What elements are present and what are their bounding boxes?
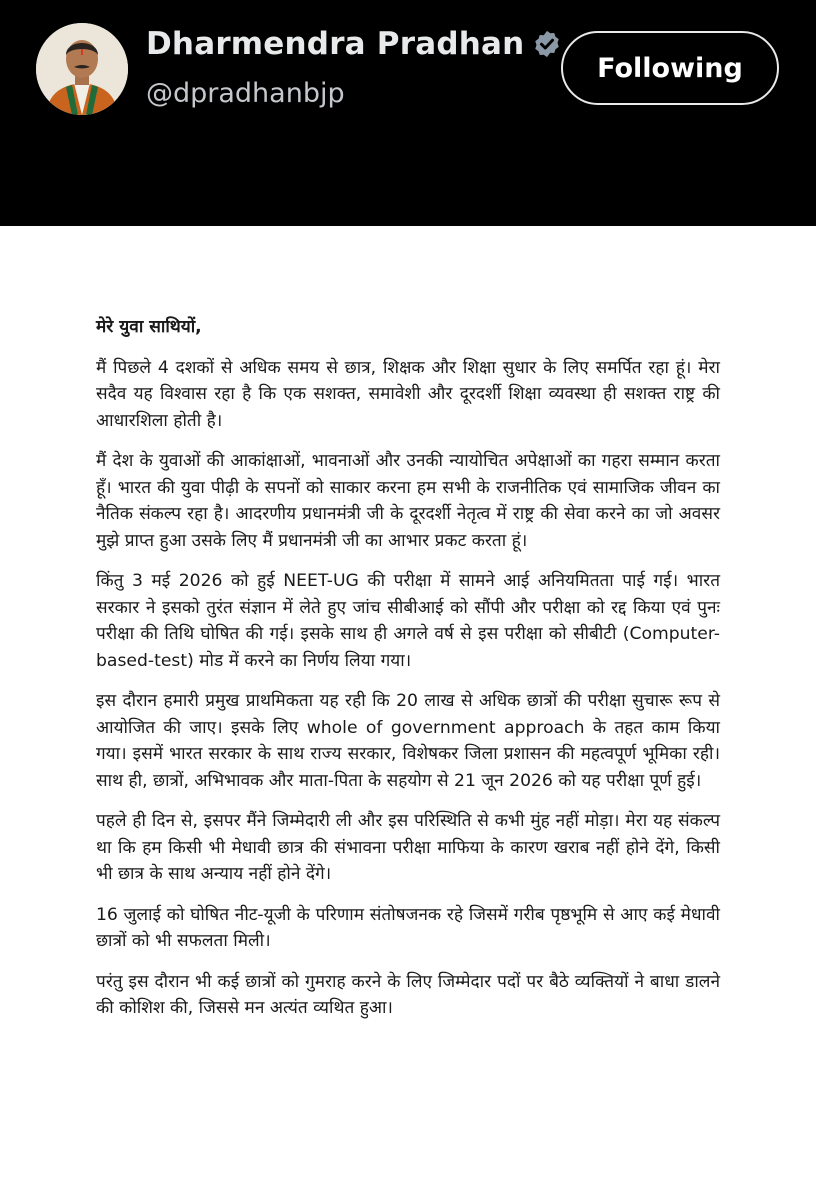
letter-salutation: मेरे युवा साथियों, xyxy=(96,317,202,337)
letter-paragraph: मैं पिछले 4 दशकों से अधिक समय से छात्र, शिक्षक और शिक्षा सुधार के लिए समर्पित रहा हूं। मेरा सदैव यह विश्वास रहा है कि एक सशक्त, समावेशी और दूरदर्शी शिक्षा व्यवस्था ही सशक्त राष्ट्र की आधारशिला होती है। xyxy=(96,357,720,431)
letter-content xyxy=(96,314,720,1036)
avatar[interactable] xyxy=(36,23,128,115)
letter-paragraph: मैं देश के युवाओं की आकांक्षाओं, भावनाओं और उनकी न्यायोचित अपेक्षाओं का गहरा सम्मान करता हूँ। भारत की युवा पीढ़ी के सपनों को साकार करना हम सभी के राजनीतिक एवं सामाजिक जीवन का नैतिक संकल्प रहा है। आदरणीय प्रधानमंत्री जी के दूरदर्शी नेतृत्व में राष्ट्र की सेवा करने का जो अवसर मुझे प्राप्त हुआ उसके लिए मैं प्रधानमंत्री जी का आभार प्रकट करता हूं। xyxy=(96,451,720,551)
profile-photo-icon xyxy=(36,23,128,115)
profile-header xyxy=(0,0,816,226)
verified-badge-icon xyxy=(532,29,562,59)
letter-paragraph: 16 जुलाई को घोषित नीट-यूजी के परिणाम संतोषजनक रहे जिसमें गरीब पृष्ठभूमि से आए कई मेधावी छात्रों को भी सफलता मिली। xyxy=(96,904,720,951)
letter-paragraph: पहले ही दिन से, इसपर मैंने जिम्मेदारी ली और इस परिस्थिति से कभी मुंह नहीं मोड़ा। मेरा यह संकल्प था कि हम किसी भी मेधावी छात्र की संभावना परीक्षा माफिया के कारण खराब नहीं होने देंगे, किसी भी छात्र के साथ अन्याय नहीं होने देंगे। xyxy=(96,811,720,884)
profile-handle[interactable]: @dpradhanbjp xyxy=(146,78,345,109)
following-button[interactable]: Following xyxy=(561,31,779,105)
letter-paragraph: किंतु 3 मई 2026 को हुई NEET-UG की परीक्षा में सामने आई अनियमितता पाई गई। भारत सरकार ने इसको तुरंत संज्ञान में लेते हुए जांच सीबीआई को सौंपी और परीक्षा को रद्द किया एवं पुनः परीक्षा की तिथि घोषित की गई। इसके साथ ही अगले वर्ष से इस परीक्षा को सीबीटी (Computer-based-test) मोड में करने का निर्णय लिया गया। xyxy=(96,571,720,671)
letter-paragraph: परंतु इस दौरान भी कई छात्रों को गुमराह करने के लिए जिम्मेदार पदों पर बैठे व्यक्तियों ने बाधा डालने की कोशिश की, जिससे मन अत्यंत व्यथित हुआ। xyxy=(96,971,720,1018)
profile-name[interactable]: Dharmendra Pradhan xyxy=(146,26,525,62)
letter-paragraph: इस दौरान हमारी प्रमुख प्राथमिकता यह रही कि 20 लाख से अधिक छात्रों की परीक्षा सुचारू रूप से आयोजित की जाए। इसके लिए whole of government approach के तहत काम किया गया। इसमें भारत सरकार के साथ राज्य सरकार, विशेषकर जिला प्रशासन की महत्वपूर्ण भूमिका रही। साथ ही, छात्रों, अभिभावक और माता-पिता के सहयोग से 21 जून 2026 को यह परीक्षा पूर्ण हुई। xyxy=(96,691,720,791)
profile-name-row xyxy=(146,26,562,62)
letter-document xyxy=(0,226,816,1200)
